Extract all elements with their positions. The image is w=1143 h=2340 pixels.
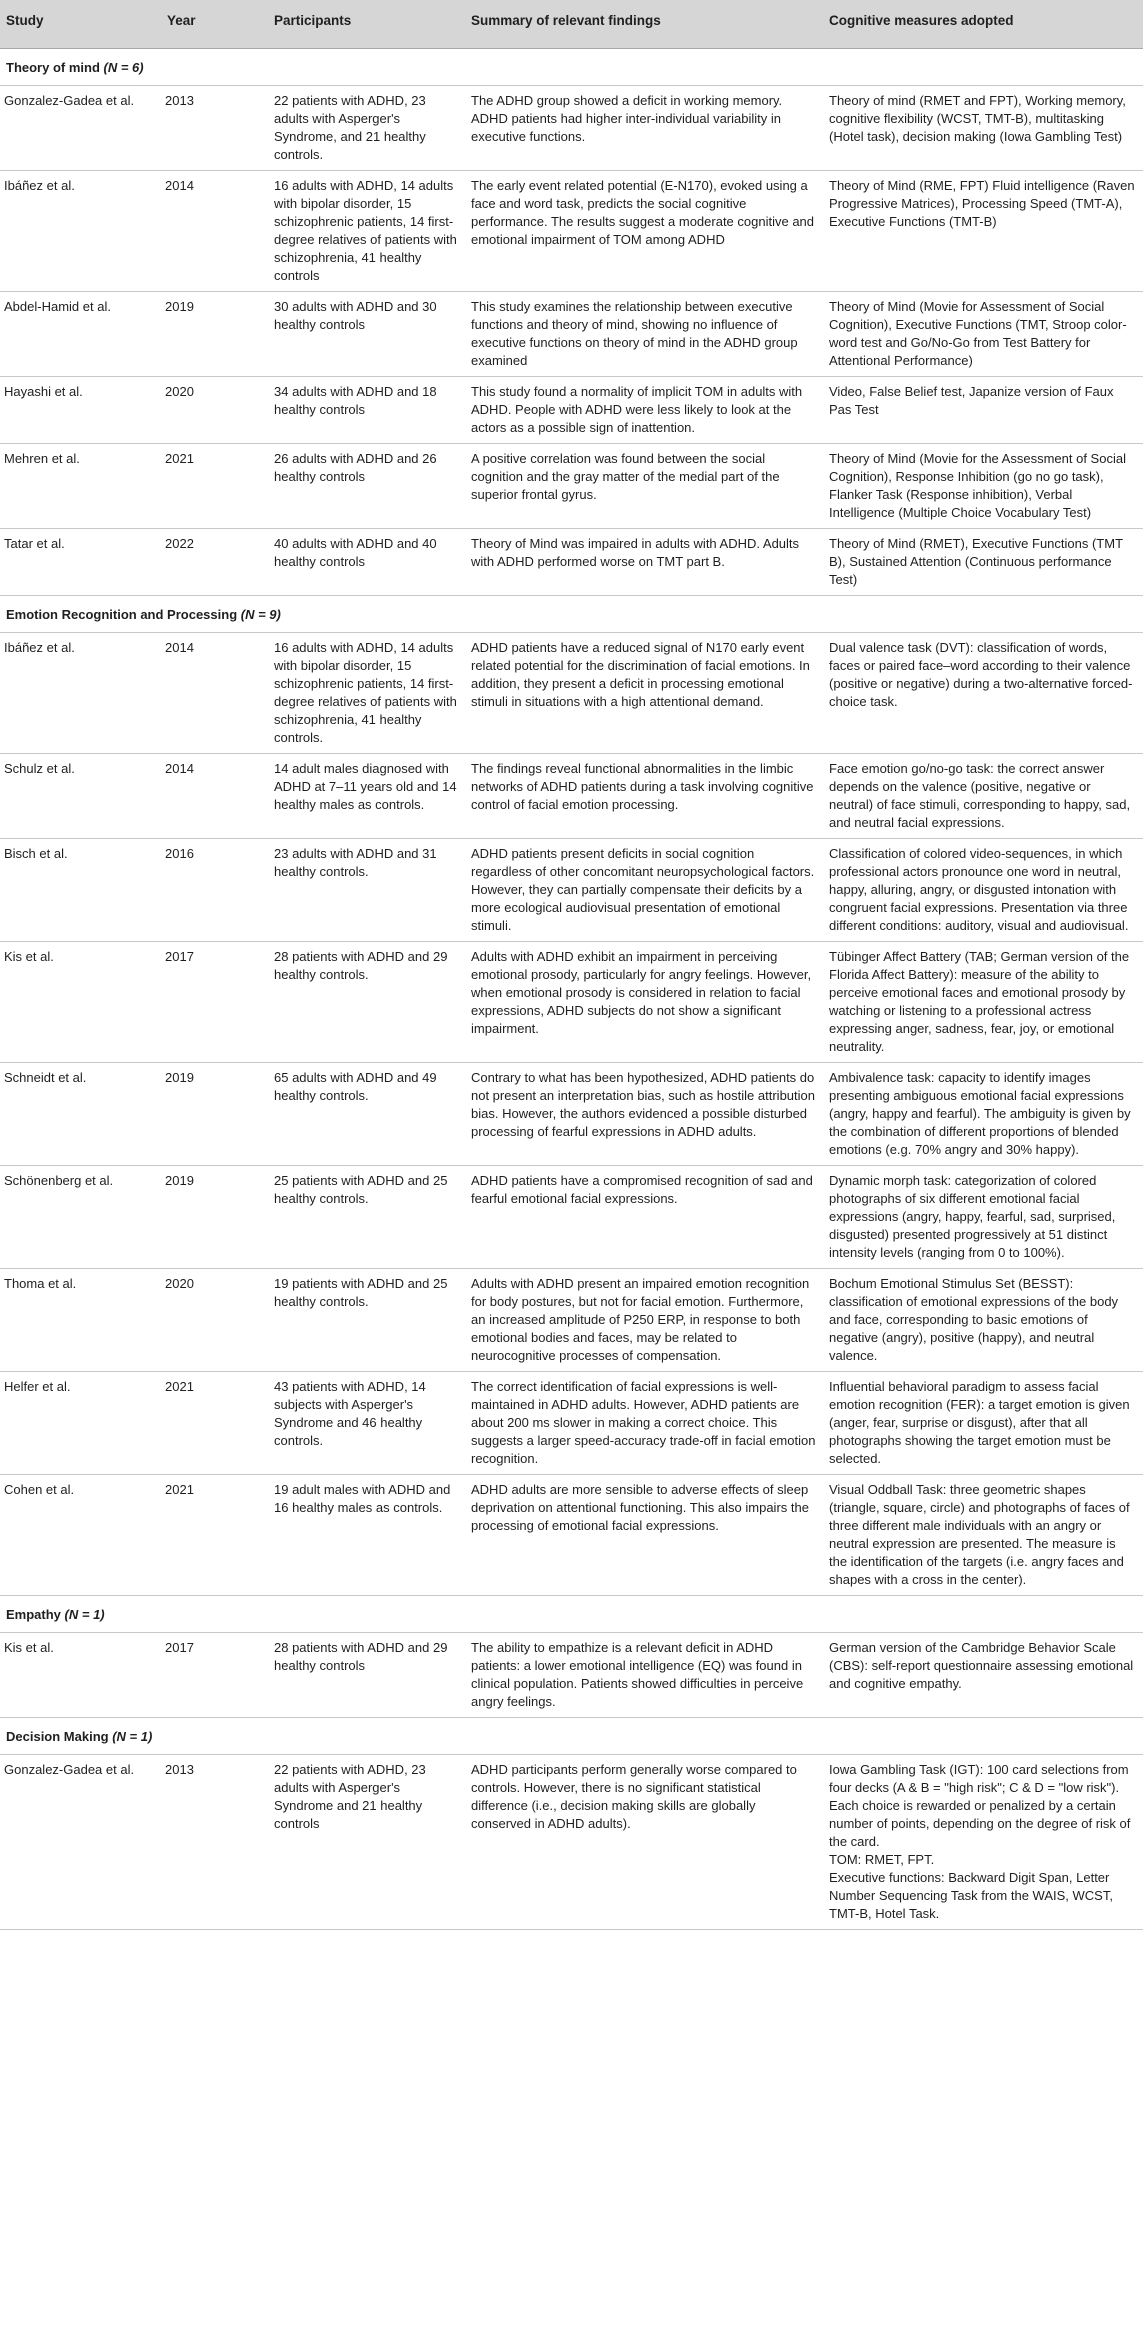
table-row [0,839,1143,942]
section-title-text: Theory of mind [6,60,100,75]
participants-cell: 14 adult males diagnosed with ADHD at 7–11 years old and 14 healthy males as controls. [268,754,465,839]
study-cell: Kis et al. [0,1633,161,1718]
year-cell: 2014 [161,633,268,754]
table-row [0,633,1143,754]
measures-cell: Theory of Mind (Movie for the Assessment of Social Cognition), Response Inhibition (go no go task), Flanker Task (Response inhibition), Verbal Intelligence (Multiple Choice Vocabulary Test) [823,444,1143,529]
table-row [0,754,1143,839]
findings-cell: A positive correlation was found between the social cognition and the gray matter of the medial part of the superior frontal gyrus. [465,444,823,529]
participants-cell: 26 adults with ADHD and 26 healthy controls [268,444,465,529]
table-row [0,1633,1143,1718]
year-cell: 2019 [161,1166,268,1269]
participants-cell: 34 adults with ADHD and 18 healthy controls [268,377,465,444]
year-cell: 2019 [161,292,268,377]
study-cell: Tatar et al. [0,529,161,596]
section-header-row [0,596,1143,633]
measures-cell: Visual Oddball Task: three geometric shapes (triangle, square, circle) and photographs of faces of three different male individuals with an angry or neutral expression are presented. The measure is the identification of the targets (i.e. angry faces and shapes with a cross in the center). [823,1475,1143,1596]
study-cell: Abdel-Hamid et al. [0,292,161,377]
findings-cell: ADHD patients have a compromised recognition of sad and fearful emotional facial expressions. [465,1166,823,1269]
participants-cell: 28 patients with ADHD and 29 healthy controls. [268,942,465,1063]
section-title [0,596,1143,633]
year-cell: 2021 [161,1372,268,1475]
section-title [0,49,1143,86]
table-row [0,171,1143,292]
table-row [0,444,1143,529]
year-cell: 2021 [161,1475,268,1596]
year-cell: 2013 [161,86,268,171]
year-cell: 2013 [161,1755,268,1930]
study-cell: Bisch et al. [0,839,161,942]
participants-cell: 19 adult males with ADHD and 16 healthy males as controls. [268,1475,465,1596]
table-body [0,49,1143,1930]
measures-cell: Video, False Belief test, Japanize version of Faux Pas Test [823,377,1143,444]
participants-cell: 30 adults with ADHD and 30 healthy controls [268,292,465,377]
table-row [0,1269,1143,1372]
study-cell: Kis et al. [0,942,161,1063]
year-cell: 2014 [161,754,268,839]
table-row [0,86,1143,171]
findings-cell: Contrary to what has been hypothesized, ADHD patients do not present an interpretation bias, such as hostile attribution bias. However, the authors evidenced a possible disturbed processing of fearful expressions in ADHD adults. [465,1063,823,1166]
participants-cell: 43 patients with ADHD, 14 subjects with Asperger's Syndrome and 46 healthy controls. [268,1372,465,1475]
measures-cell: Theory of Mind (RMET), Executive Functions (TMT B), Sustained Attention (Continuous performance Test) [823,529,1143,596]
participants-cell: 23 adults with ADHD and 31 healthy controls. [268,839,465,942]
participants-cell: 16 adults with ADHD, 14 adults with bipolar disorder, 15 schizophrenic patients, 14 first-degree relatives of patients with schizophrenia, 41 healthy controls. [268,633,465,754]
year-cell: 2014 [161,171,268,292]
findings-cell: The correct identification of facial expressions is well-maintained in ADHD adults. However, ADHD patients are about 200 ms slower in making a correct choice. This suggests a larger speed-accuracy trade-off in facial emotion recognition. [465,1372,823,1475]
header-participants: Participants [268,0,465,49]
measures-cell: Theory of Mind (Movie for Assessment of Social Cognition), Executive Functions (TMT, Stroop color-word test and Go/No-Go from Test Battery for Attentional Performance) [823,292,1143,377]
section-count: (N = 9) [240,607,281,622]
table-row [0,1063,1143,1166]
section-count: (N = 1) [64,1607,105,1622]
measures-cell: Face emotion go/no-go task: the correct answer depends on the valence (positive, negative or neutral) of face stimuli, corresponding to happy, sad, and neutral facial expressions. [823,754,1143,839]
findings-cell: The early event related potential (E-N170), evoked using a face and word task, predicts the social cognitive performance. The results suggest a moderate cognitive and emotional impairment of TOM among ADHD [465,171,823,292]
header-measures: Cognitive measures adopted [823,0,1143,49]
study-cell: Gonzalez-Gadea et al. [0,1755,161,1930]
study-cell: Hayashi et al. [0,377,161,444]
findings-cell: Adults with ADHD present an impaired emotion recognition for body postures, but not for facial emotion. Furthermore, an increased amplitude of P250 ERP, in response to both emotional bodies and faces, may be related to neurocognitive processes of compensation. [465,1269,823,1372]
findings-cell: ADHD patients have a reduced signal of N170 early event related potential for the discrimination of facial emotions. In addition, they present a deficit in processing emotional stimuli in situations with a high attentional demand. [465,633,823,754]
findings-cell: The findings reveal functional abnormalities in the limbic networks of ADHD patients during a task involving cognitive control of facial emotion processing. [465,754,823,839]
header-year: Year [161,0,268,49]
section-header-row [0,49,1143,86]
measures-cell: Bochum Emotional Stimulus Set (BESST): classification of emotional expressions of the body and face, corresponding to basic emotions of negative (angry), positive (happy), and neutral valence. [823,1269,1143,1372]
table-row [0,942,1143,1063]
findings-cell: ADHD adults are more sensible to adverse effects of sleep deprivation on attentional functioning. This also impairs the processing of emotional facial expressions. [465,1475,823,1596]
study-cell: Helfer et al. [0,1372,161,1475]
table-header [0,0,1143,49]
measures-cell: Iowa Gambling Task (IGT): 100 card selections from four decks (A & B = "high risk"; C & D = "low risk"). Each choice is rewarded or penalized by a certain number of points, depending on the degree of risk of the card. TOM: RMET, FPT. Executive functions: Backward Digit Span, Letter Number Sequencing Task from the WAIS, WCST, TMT-B, Hotel Task. [823,1755,1143,1930]
table-row [0,1166,1143,1269]
section-header-row [0,1718,1143,1755]
section-count: (N = 1) [112,1729,153,1744]
findings-cell: This study examines the relationship between executive functions and theory of mind, showing no influence of executive functions on theory of mind in the ADHD group examined [465,292,823,377]
study-cell: Cohen et al. [0,1475,161,1596]
participants-cell: 16 adults with ADHD, 14 adults with bipolar disorder, 15 schizophrenic patients, 14 first-degree relatives of patients with schizophrenia, 41 healthy controls [268,171,465,292]
findings-cell: ADHD participants perform generally worse compared to controls. However, there is no significant statistical difference (i.e., decision making skills are globally conserved in ADHD adults). [465,1755,823,1930]
findings-cell: The ability to empathize is a relevant deficit in ADHD patients: a lower emotional intelligence (EQ) was found in clinical population. Patients showed difficulties in perceive angry feelings. [465,1633,823,1718]
study-cell: Thoma et al. [0,1269,161,1372]
table-row [0,1372,1143,1475]
participants-cell: 22 patients with ADHD, 23 adults with Asperger's Syndrome and 21 healthy controls [268,1755,465,1930]
measures-cell: Classification of colored video-sequences, in which professional actors pronounce one word in neutral, happy, alluring, angry, or disgusted intonation with congruent facial expressions. Presentation via three different conditions: auditory, visual and audiovisual. [823,839,1143,942]
header-study: Study [0,0,161,49]
study-cell: Ibáñez et al. [0,633,161,754]
study-cell: Schönenberg et al. [0,1166,161,1269]
section-title-text: Decision Making [6,1729,109,1744]
study-cell: Ibáñez et al. [0,171,161,292]
measures-cell: Theory of mind (RMET and FPT), Working memory, cognitive flexibility (WCST, TMT-B), multitasking (Hotel task), decision making (Iowa Gambling Test) [823,86,1143,171]
findings-cell: Theory of Mind was impaired in adults with ADHD. Adults with ADHD performed worse on TMT part B. [465,529,823,596]
table-row [0,1755,1143,1930]
header-row [0,0,1143,49]
study-cell: Mehren et al. [0,444,161,529]
measures-cell: Ambivalence task: capacity to identify images presenting ambiguous emotional facial expressions (angry, happy and fearful). The ambiguity is given by the combination of different proportions of blended emotions (e.g. 70% angry and 30% happy). [823,1063,1143,1166]
year-cell: 2019 [161,1063,268,1166]
header-findings: Summary of relevant findings [465,0,823,49]
section-title-text: Emotion Recognition and Processing [6,607,238,622]
table-row [0,1475,1143,1596]
table-row [0,292,1143,377]
year-cell: 2017 [161,1633,268,1718]
study-cell: Schulz et al. [0,754,161,839]
section-title [0,1596,1143,1633]
findings-cell: This study found a normality of implicit TOM in adults with ADHD. People with ADHD were less likely to look at the actors as a possible sign of inattention. [465,377,823,444]
measures-cell: Tübinger Affect Battery (TAB; German version of the Florida Affect Battery): measure of the ability to perceive emotional faces and emotional prosody by watching or listening to a professional actress expressing anger, sadness, fear, joy, or emotional neutrality. [823,942,1143,1063]
year-cell: 2020 [161,377,268,444]
section-title-text: Empathy [6,1607,61,1622]
participants-cell: 25 patients with ADHD and 25 healthy controls. [268,1166,465,1269]
findings-cell: ADHD patients present deficits in social cognition regardless of other concomitant neuropsychological factors. However, they can partially compensate their deficits by a more ecological audiovisual presentation of emotional stimuli. [465,839,823,942]
findings-cell: Adults with ADHD exhibit an impairment in perceiving emotional prosody, particularly for angry feelings. However, when emotional prosody is considered in relation to facial expressions, ADHD subjects do not show a significant impairment. [465,942,823,1063]
study-cell: Gonzalez-Gadea et al. [0,86,161,171]
participants-cell: 28 patients with ADHD and 29 healthy controls [268,1633,465,1718]
participants-cell: 65 adults with ADHD and 49 healthy controls. [268,1063,465,1166]
year-cell: 2021 [161,444,268,529]
measures-cell: Dynamic morph task: categorization of colored photographs of six different emotional facial expressions (angry, happy, fearful, sad, surprised, disgusted) presented progressively at 51 distinct intensity levels (ranging from 0 to 100%). [823,1166,1143,1269]
participants-cell: 19 patients with ADHD and 25 healthy controls. [268,1269,465,1372]
section-header-row [0,1596,1143,1633]
section-title [0,1718,1143,1755]
year-cell: 2020 [161,1269,268,1372]
year-cell: 2022 [161,529,268,596]
table-row [0,377,1143,444]
measures-cell: German version of the Cambridge Behavior Scale (CBS): self-report questionnaire assessing emotional and cognitive empathy. [823,1633,1143,1718]
measures-cell: Theory of Mind (RME, FPT) Fluid intelligence (Raven Progressive Matrices), Processing Speed (TMT-A), Executive Functions (TMT-B) [823,171,1143,292]
table-row [0,529,1143,596]
section-count: (N = 6) [103,60,144,75]
participants-cell: 22 patients with ADHD, 23 adults with Asperger's Syndrome, and 21 healthy controls. [268,86,465,171]
year-cell: 2017 [161,942,268,1063]
findings-cell: The ADHD group showed a deficit in working memory. ADHD patients had higher inter-individual variability in executive functions. [465,86,823,171]
year-cell: 2016 [161,839,268,942]
measures-cell: Dual valence task (DVT): classification of words, faces or paired face–word according to their valence (positive or negative) during a two-alternative forced-choice task. [823,633,1143,754]
participants-cell: 40 adults with ADHD and 40 healthy controls [268,529,465,596]
study-cell: Schneidt et al. [0,1063,161,1166]
measures-cell: Influential behavioral paradigm to assess facial emotion recognition (FER): a target emotion is given (anger, fear, surprise or disgust), after that all photographs showing the target emotion must be selected. [823,1372,1143,1475]
